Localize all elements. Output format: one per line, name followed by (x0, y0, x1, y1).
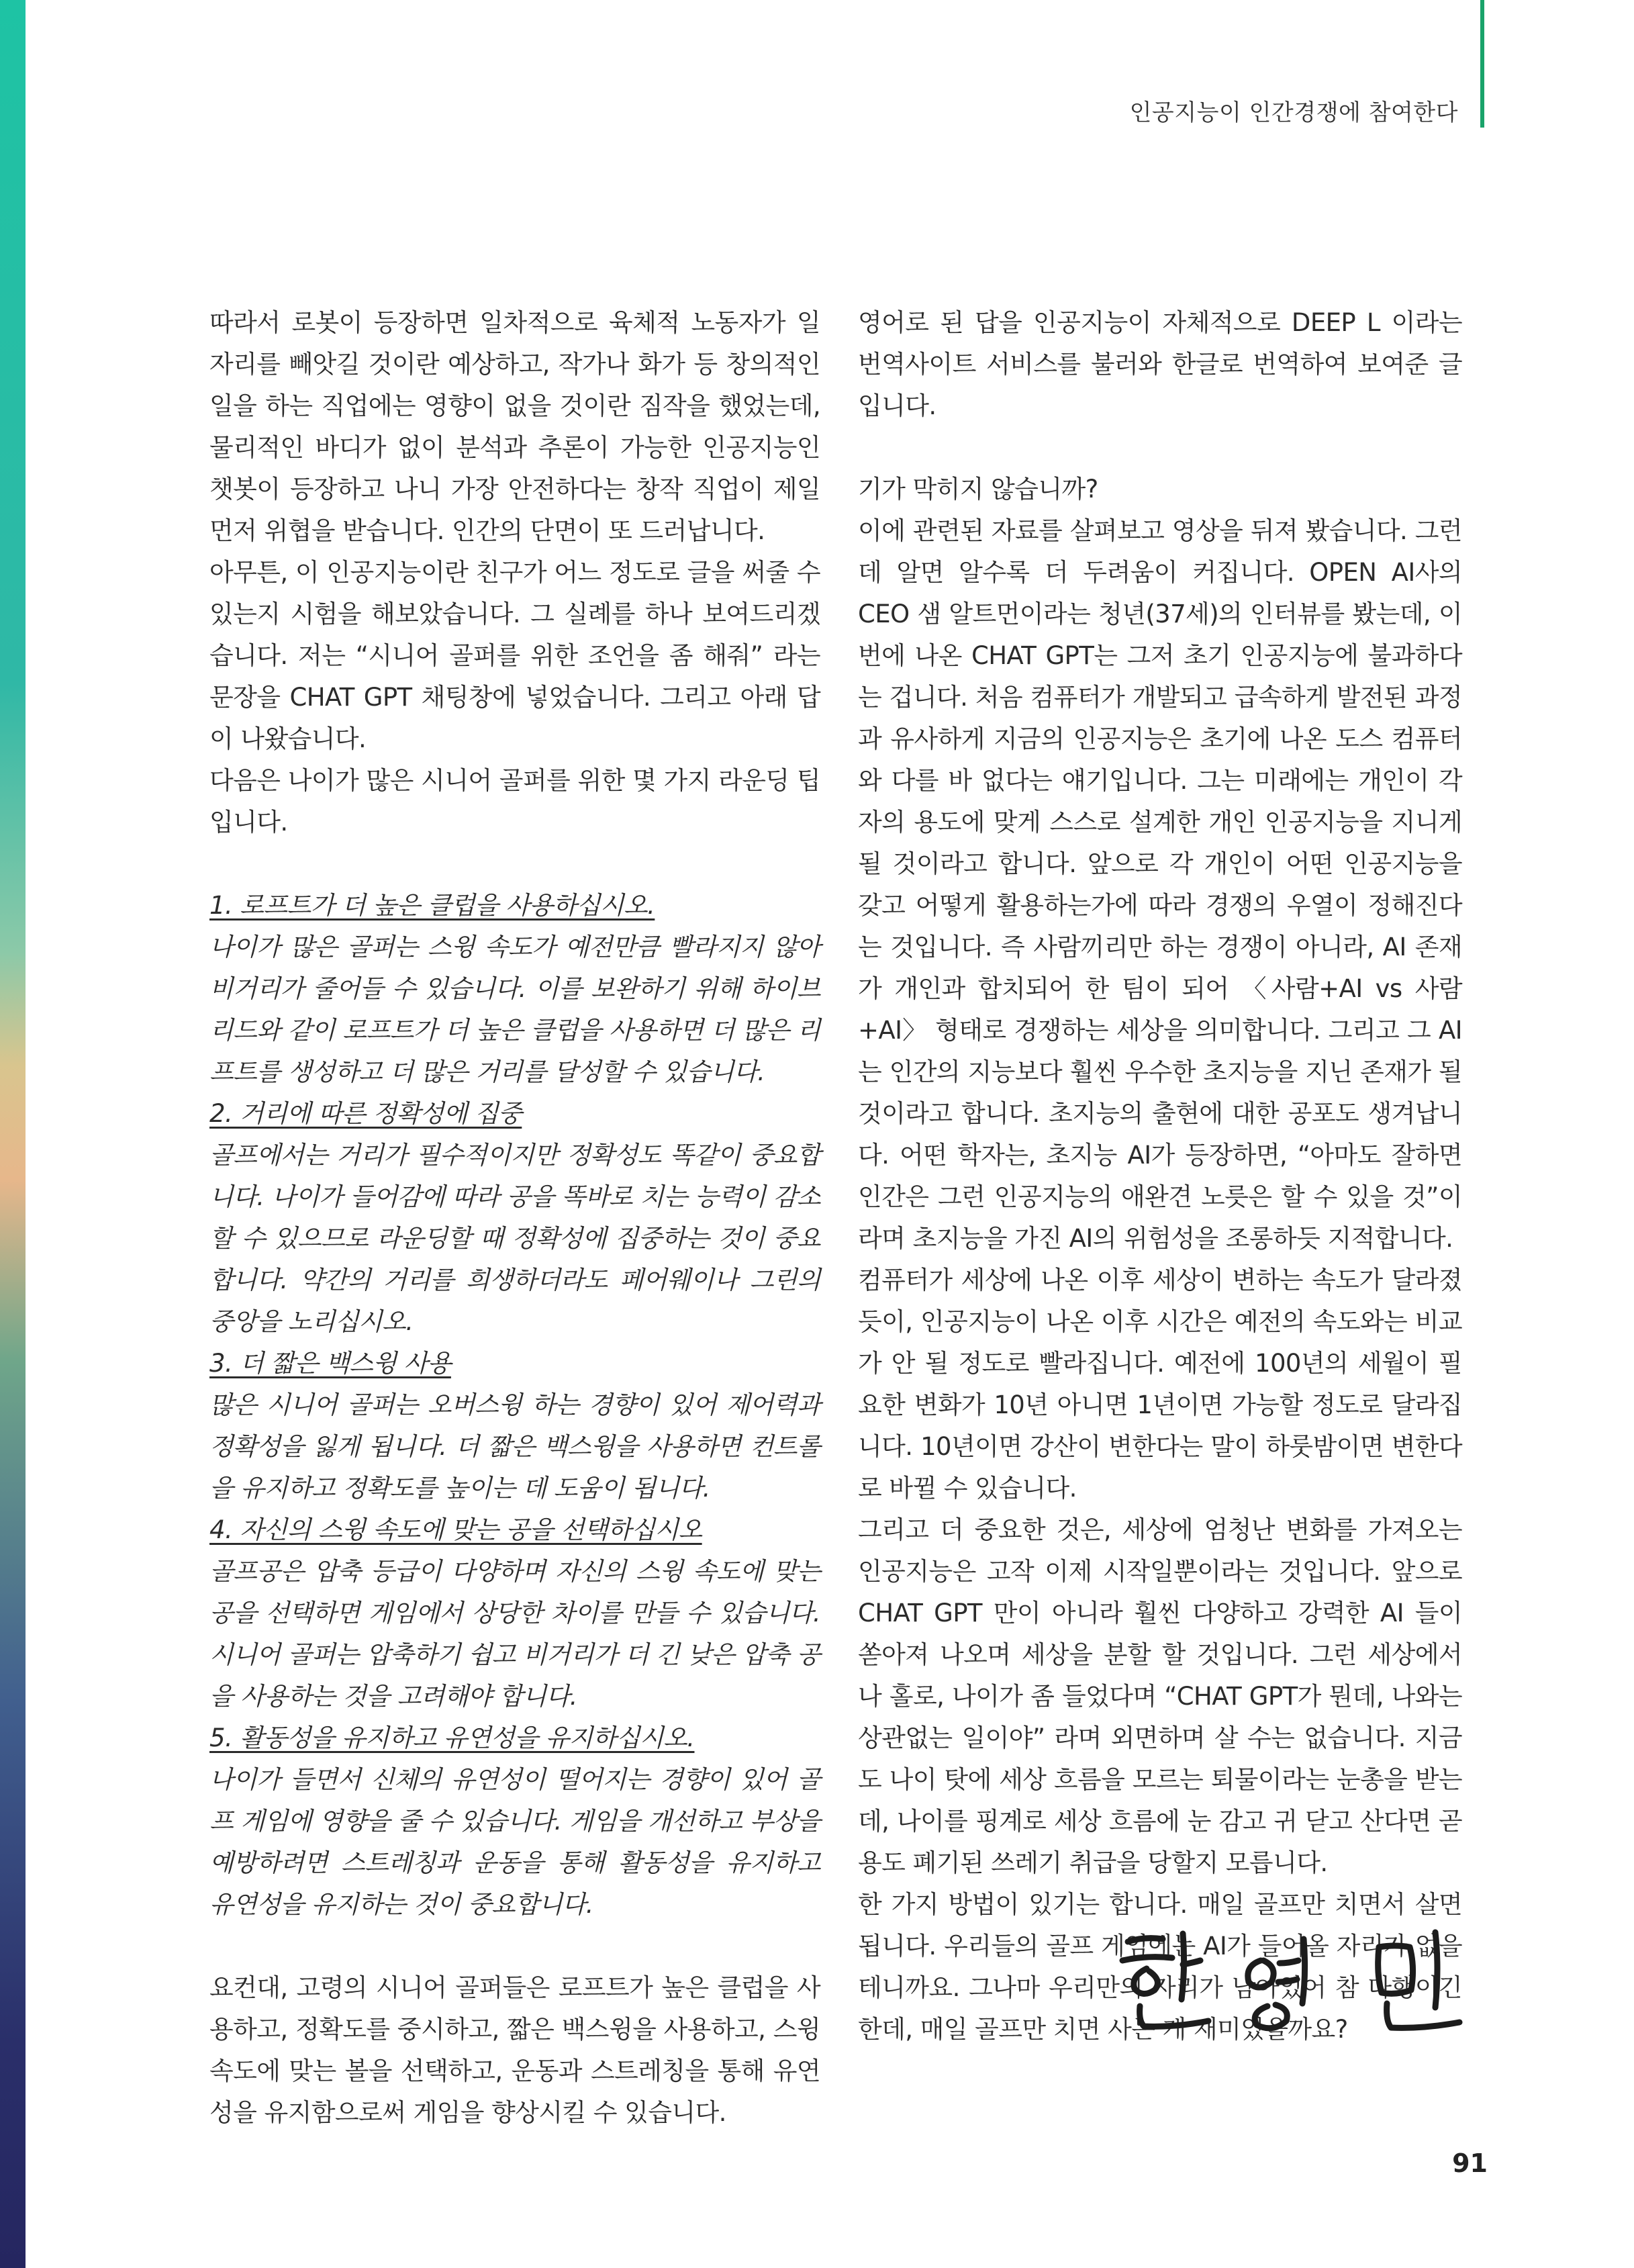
paragraph: 이에 관련된 자료를 살펴보고 영상을 뒤져 봤습니다. 그런데 알면 알수록 더 두려움이 커집니다. OPEN AI사의 CEO 샘 알트먼이라는 청년(37세)의 인터뷰를 봤는데, 이번에 나온 CHAT GPT는 그저 초기 인공지능에 불과하다는 겁니다. 처음 컴퓨터가 개발되고 급속하게 발전된 과정과 유사하게 지금의 인공지능은 초기에 나온 도스 컴퓨터와 다를 바 없다는 얘기입니다. 그는 미래에는 개인이 각자의 용도에 맞게 스스로 설계한 개인 인공지능을 지니게 될 것이라고 합니다. 앞으로 각 개인이 어떤 인공지능을 갖고 어떻게 활용하는가에 따라 경쟁의 우열이 정해진다는 것입니다. 즉 사람끼리만 하는 경쟁이 아니라, AI 존재가 개인과 합치되어 한 팀이 되어 〈사람+AI vs 사람+AI〉 형태로 경쟁하는 세상을 의미합니다. 그리고 그 AI는 인간의 지능보다 훨씬 우수한 초지능을 지닌 존재가 될 것이라고 합니다. 초지능의 출현에 대한 공포도 생겨납니다. 어떤 학자는, 초지능 AI가 등장하면, “아마도 잘하면 인간은 그런 인공지능의 애완견 노릇은 할 수 있을 것”이라며 초지능을 가진 AI의 위험성을 조롱하듯 지적합니다. (858, 516, 1462, 1253)
tip-body: 나이가 들면서 신체의 유연성이 떨어지는 경향이 있어 골프 게임에 영향을 줄 수 있습니다. 게임을 개선하고 부상을 예방하려면 스트레칭과 운동을 통해 활동성을 유지하고 유연성을 유지하는 것이 중요합니다. (209, 1765, 820, 1919)
tip-body: 골프공은 압축 등급이 다양하며 자신의 스윙 속도에 맞는 공을 선택하면 게임에서 상당한 차이를 만들 수 있습니다. 시니어 골퍼는 압축하기 쉽고 비거리가 더 긴 낮은 압축 공을 사용하는 것을 고려해야 합니다. (209, 1557, 820, 1711)
paragraph: 따라서 로봇이 등장하면 일차적으로 육체적 노동자가 일자리를 빼앗길 것이란 예상하고, 작가나 화가 등 창의적인 일을 하는 직업에는 영향이 없을 것이란 짐작을 했었는데, 물리적인 바디가 없이 분석과 추론이 가능한 인공지능인 챗봇이 등장하고 나니 가장 안전하다는 창작 직업이 제일 먼저 위협을 받습니다. 인간의 단면이 또 드러납니다. (209, 308, 820, 545)
tip-body: 많은 시니어 골퍼는 오버스윙 하는 경향이 있어 제어력과 정확성을 잃게 됩니다. 더 짧은 백스윙을 사용하면 컨트롤을 유지하고 정확도를 높이는 데 도움이 됩니다. (209, 1390, 820, 1503)
page-number: 91 (1452, 2148, 1488, 2178)
author-signature (1108, 1920, 1484, 2041)
running-header: 인공지능이 인간경쟁에 참여한다 (1129, 99, 1458, 126)
right-column (858, 302, 1462, 2050)
paragraph: 아무튼, 이 인공지능이란 친구가 어느 정도로 글을 써줄 수 있는지 시험을 해보았습니다. 그 실례를 하나 보여드리겠습니다. 저는 “시니어 골퍼를 위한 조언을 좀 해줘” 라는 문장을 CHAT GPT 채팅창에 넣었습니다. 그리고 아래 답이 나왔습니다. (209, 558, 820, 753)
paragraph: 컴퓨터가 세상에 나온 이후 세상이 변하는 속도가 달라졌듯이, 인공지능이 나온 이후 시간은 예전의 속도와는 비교가 안 될 정도로 빨라집니다. 예전에 100년의 세월이 필요한 변화가 10년 아니면 1년이면 가능할 정도로 달라집니다. 10년이면 강산이 변한다는 말이 하룻밤이면 변한다로 바뀔 수 있습니다. (858, 1266, 1462, 1503)
paragraph: 그리고 더 중요한 것은, 세상에 엄청난 변화를 가져오는 인공지능은 고작 이제 시작일뿐이라는 것입니다. 앞으로 CHAT GPT 만이 아니라 훨씬 다양하고 강력한 AI 들이 쏟아져 나오며 세상을 분할 할 것입니다. 그런 세상에서 나 홀로, 나이가 좀 들었다며 “CHAT GPT가 뭔데, 나와는 상관없는 일이야” 라며 외면하며 살 수는 없습니다. 지금도 나이 탓에 세상 흐름을 모르는 퇴물이라는 눈총을 받는데, 나이를 핑계로 세상 흐름에 눈 감고 귀 닫고 산다면 곧 용도 폐기된 쓰레기 취급을 당할지 모릅니다. (858, 1515, 1462, 1877)
tip-title: 2. 거리에 따른 정확성에 집중 (209, 1099, 522, 1128)
tip-title: 5. 활동성을 유지하고 유연성을 유지하십시오. (209, 1723, 695, 1752)
tip-title: 3. 더 짧은 백스윙 사용 (209, 1349, 451, 1378)
tip-body: 골프에서는 거리가 필수적이지만 정확성도 똑같이 중요합니다. 나이가 들어감에 따라 공을 똑바로 치는 능력이 감소할 수 있으므로 라운딩할 때 정확성에 집중하는 것이 중요합니다. 약간의 거리를 희생하더라도 페어웨이나 그린의 중앙을 노리십시오. (209, 1141, 820, 1336)
paragraph: 한 가지 방법이 있기는 합니다. 매일 골프만 치면서 살면 됩니다. 우리들의 골프 게임에는 AI가 들어올 자리가 없을 테니까요. 그나마 우리만의 자리가 남아있어 참 다행이긴 한데, 매일 골프만 치면 사는 게 재미있을까요? (858, 1890, 1462, 2044)
paragraph: 다음은 나이가 많은 시니어 골퍼를 위한 몇 가지 라운딩 팁입니다. (209, 766, 820, 837)
tip-body: 나이가 많은 골퍼는 스윙 속도가 예전만큼 빨라지지 않아 비거리가 줄어들 수 있습니다. 이를 보완하기 위해 하이브리드와 같이 로프트가 더 높은 클럽을 사용하면 더 많은 리프트를 생성하고 더 많은 거리를 달성할 수 있습니다. (209, 933, 820, 1086)
summary-paragraph: 요컨대, 고령의 시니어 골퍼들은 로프트가 높은 클럽을 사용하고, 정확도를 중시하고, 짧은 백스윙을 사용하고, 스윙 속도에 맞는 볼을 선택하고, 운동과 스트레칭을 통해 유연성을 유지함으로써 게임을 향상시킬 수 있습니다. (209, 1973, 820, 2127)
paragraph: 기가 막히지 않습니까? (858, 475, 1098, 504)
paragraph: 영어로 된 답을 인공지능이 자체적으로 DEEP L 이라는 번역사이트 서비스를 불러와 한글로 번역하여 보여준 글입니다. (858, 308, 1462, 420)
header-accent-rule (1480, 0, 1484, 128)
tip-title: 4. 자신의 스윙 속도에 맞는 공을 선택하십시오 (209, 1515, 702, 1544)
left-column (209, 302, 820, 2134)
tips-list (209, 885, 820, 1926)
tip-title: 1. 로프트가 더 높은 클럽을 사용하십시오. (209, 891, 655, 920)
edge-decorative-strip (0, 0, 26, 2268)
